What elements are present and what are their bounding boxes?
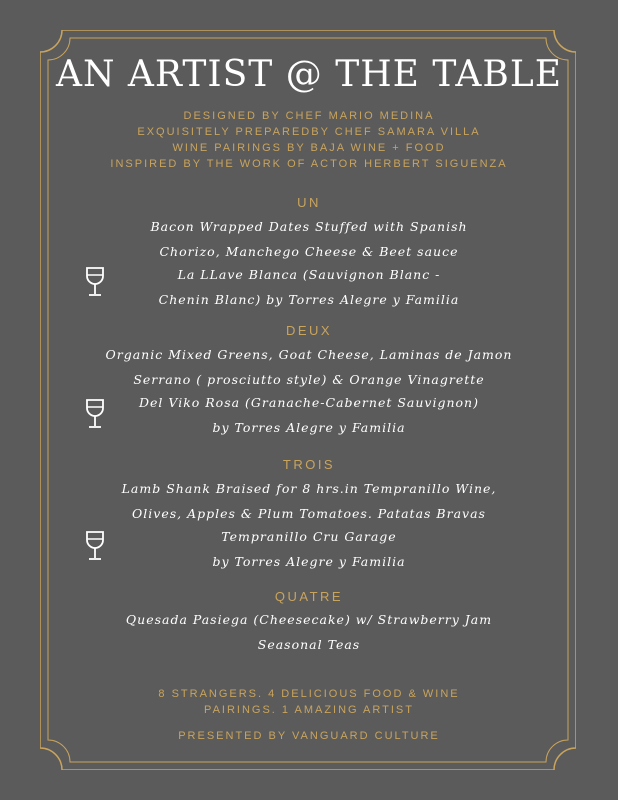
course-wine — [0, 262, 618, 312]
tagline — [0, 686, 618, 718]
course-title-un: UN — [297, 195, 321, 210]
wine-line: by Torres Alegre y Familia — [212, 554, 406, 569]
course-dish — [0, 214, 618, 264]
course-title-trois: TROIS — [282, 457, 336, 472]
course-title-quatre: QUATRE — [274, 589, 344, 604]
wine-line: by Torres Alegre y Familia — [212, 420, 406, 435]
extra-line: Seasonal Teas — [257, 637, 361, 652]
credit-line: EXQUISITELY PREPAREDBY CHEF SAMARA VILLA — [137, 126, 481, 138]
credit-line: INSPIRED BY THE WORK OF ACTOR HERBERT SIGUENZA — [110, 158, 508, 170]
credit-line: DESIGNED BY CHEF MARIO MEDINA — [183, 110, 435, 122]
course-dish — [0, 342, 618, 392]
course-dish — [0, 607, 618, 632]
tagline-line: PAIRINGS. 1 AMAZING ARTIST — [204, 704, 414, 716]
wine-line: Tempranillo Cru Garage — [221, 529, 397, 544]
dish-line: Lamb Shank Braised for 8 hrs.in Tempranillo Wine, — [121, 481, 497, 496]
wine-line: Chenin Blanc) by Torres Alegre y Familia — [158, 292, 460, 307]
course-title-deux: DEUX — [285, 323, 333, 338]
page-title: AN ARTIST @ THE TABLE — [55, 54, 562, 95]
wine-line: La LLave Blanca (Sauvignon Blanc - — [177, 267, 441, 282]
dish-line: Quesada Pasiega (Cheesecake) w/ Strawberry Jam — [125, 612, 493, 627]
presented-by: PRESENTED BY VANGUARD CULTURE — [178, 730, 440, 742]
dish-line: Bacon Wrapped Dates Stuffed with Spanish — [150, 219, 468, 234]
tagline-line: 8 STRANGERS. 4 DELICIOUS FOOD & WINE — [158, 688, 460, 700]
course-wine — [0, 524, 618, 574]
course-dish — [0, 476, 618, 526]
credits-block — [0, 108, 618, 172]
dish-line: Chorizo, Manchego Cheese & Beet sauce — [159, 244, 459, 259]
wine-line: Del Viko Rosa (Granache-Cabernet Sauvignon) — [139, 395, 479, 410]
course-extra — [0, 632, 618, 657]
dish-line: Serrano ( prosciutto style) & Orange Vinagrette — [133, 372, 485, 387]
course-wine — [0, 390, 618, 440]
dish-line: Olives, Apples & Plum Tomatoes. Patatas Bravas — [132, 506, 486, 521]
credit-line: WINE PAIRINGS BY BAJA WINE + FOOD — [172, 142, 446, 154]
dish-line: Organic Mixed Greens, Goat Cheese, Laminas de Jamon — [105, 347, 513, 362]
